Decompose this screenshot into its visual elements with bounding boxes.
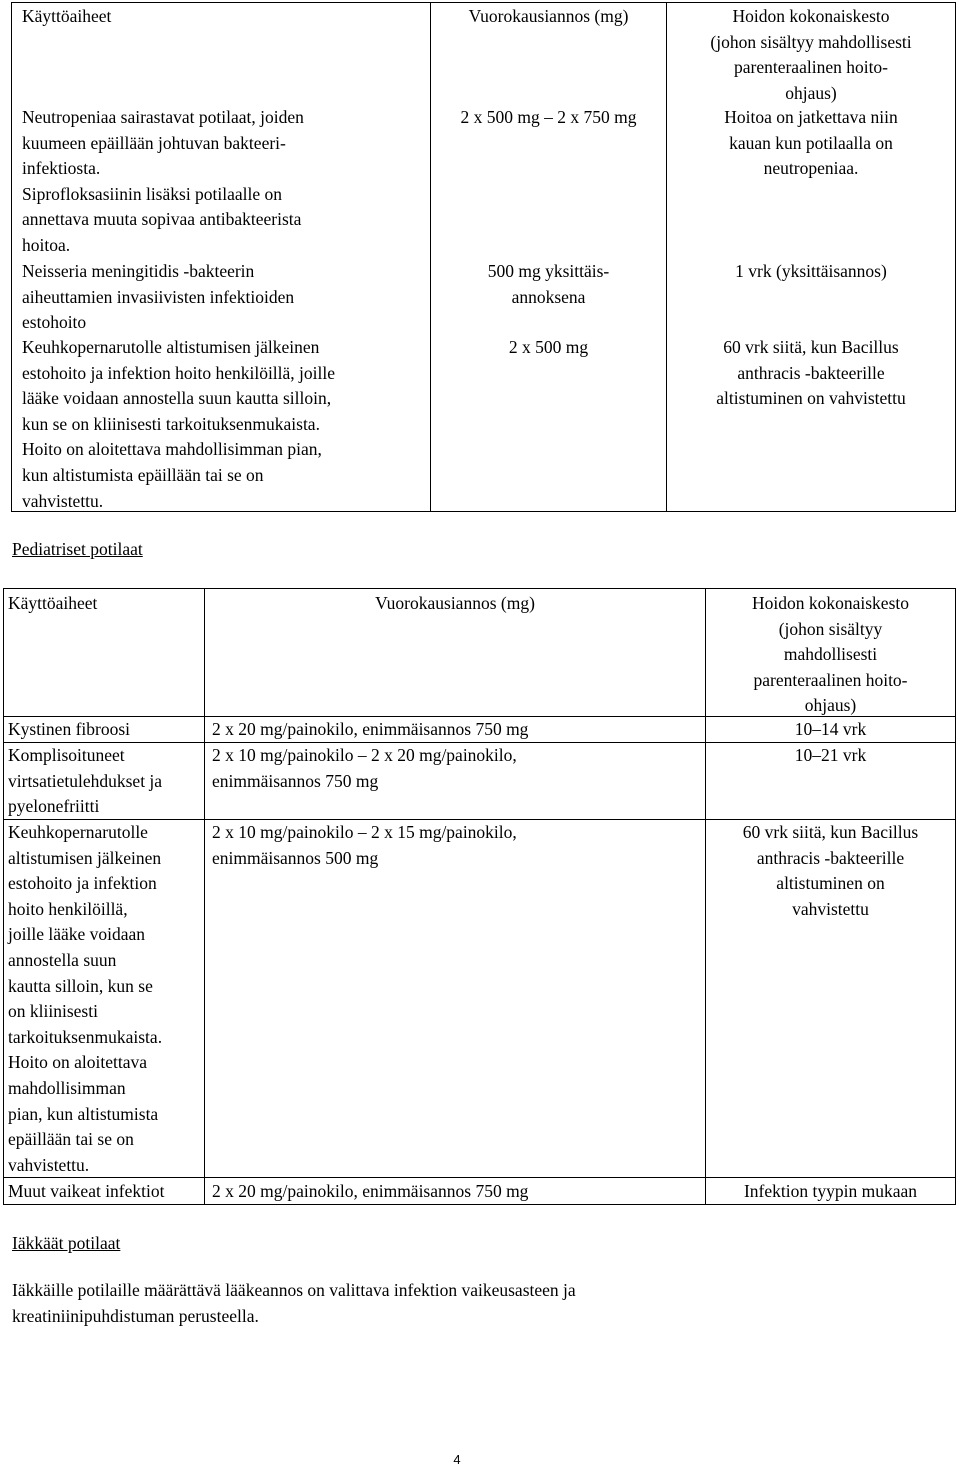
table-cell-indication: Komplisoituneet virtsatietulehdukset ja pyelonefriitti [8,745,163,817]
table-border [11,2,12,512]
section-heading-pediatric: Pediatriset potilaat [12,539,143,559]
column-header-daily-dose: Vuorokausiannos (mg) [375,593,535,613]
table-border [3,588,4,1205]
column-header-daily-dose: Vuorokausiannos (mg) [468,6,629,26]
table-cell-dose: 2 x 10 mg/painokilo – 2 x 15 mg/painokilo, enimmäisannos 500 mg [212,822,517,868]
table-cell-dose: 2 x 20 mg/painokilo, enimmäisannos 750 mg [212,719,529,739]
table-border [430,2,431,512]
table-border [11,2,956,3]
table-cell-dose: 2 x 500 mg – 2 x 750 mg [460,107,637,127]
table-cell-indication: Keuhkopernarutolle altistumisen jälkeinen estohoito ja infektion hoito henkilöillä, joille lääke voidaan annostella suun kautta silloin, kun se on kliinisesti tarkoituksenmukaista. Hoito on aloitettava mahdollisimman pian, kun altistumista epäillään tai se on vahvistettu. [22,337,336,511]
table-border [955,2,956,512]
table-cell-duration: Hoitoa on jatkettava niin kauan kun potilaalla on neutropeniaa. [724,107,898,179]
table-cell-duration: 10–21 vrk [794,745,867,765]
table-cell-duration: 10–14 vrk [794,719,867,739]
table-cell-indication: Neutropeniaa sairastavat potilaat, joiden kuumeen epäillään johtuvan bakteeri- infektiosta. Siprofloksasiinin lisäksi potilaalle on annettava muuta sopivaa antibakteerista hoitoa. [22,107,304,255]
page-number: 4 [453,1452,461,1467]
table-cell-dose: 500 mg yksittäis- annoksena [487,261,610,307]
table-cell-indication: Muut vaikeat infektiot [8,1181,165,1201]
table-cell-dose: 2 x 20 mg/painokilo, enimmäisannos 750 mg [212,1181,529,1201]
table-cell-dose: 2 x 500 mg [508,337,589,357]
table-cell-dose: 2 x 10 mg/painokilo – 2 x 20 mg/painokilo, enimmäisannos 750 mg [212,745,517,791]
elderly-dosage-text: Iäkkäille potilaille määrättävä lääkeannos on valittava infektion vaikeusasteen ja kreatiniinipuhdistuman perusteella. [12,1280,576,1326]
table-border [204,588,205,1205]
column-header-indications: Käyttöaiheet [8,593,98,613]
table-border [3,588,955,589]
table-border [955,588,956,1205]
table-cell-duration: 60 vrk siitä, kun Bacillus anthracis -bakteerille altistuminen on vahvistettu [742,822,919,919]
table-cell-indication: Kystinen fibroosi [8,719,131,739]
section-heading-elderly: Iäkkäät potilaat [12,1233,121,1253]
table-cell-duration: Infektion tyypin mukaan [743,1181,918,1201]
table-cell-indication: Neisseria meningitidis -bakteerin aiheuttamien invasiivisten infektioiden estohoito [22,261,295,333]
table-cell-duration: 1 vrk (yksittäisannos) [735,261,887,281]
table-cell-indication: Keuhkopernarutolle altistumisen jälkeinen estohoito ja infektion hoito henkilöillä, joille lääke voidaan annostella suun kautta silloin, kun se on kliinisesti tarkoituksenmukaista. Hoito on aloitettava mahdollisimman pian, kun altistumista epäillään tai se on vahvistettu. [8,822,163,1175]
table-cell-duration: 60 vrk siitä, kun Bacillus anthracis -bakteerille altistuminen on vahvistettu [716,337,906,409]
column-header-indications: Käyttöaiheet [22,6,112,26]
column-header-duration: Hoidon kokonaiskesto (johon sisältyy mahdollisesti parenteraalinen hoito- ohjaus) [710,6,912,103]
column-header-duration: Hoidon kokonaiskesto (johon sisältyy mahdollisesti parenteraalinen hoito- ohjaus) [751,593,909,716]
